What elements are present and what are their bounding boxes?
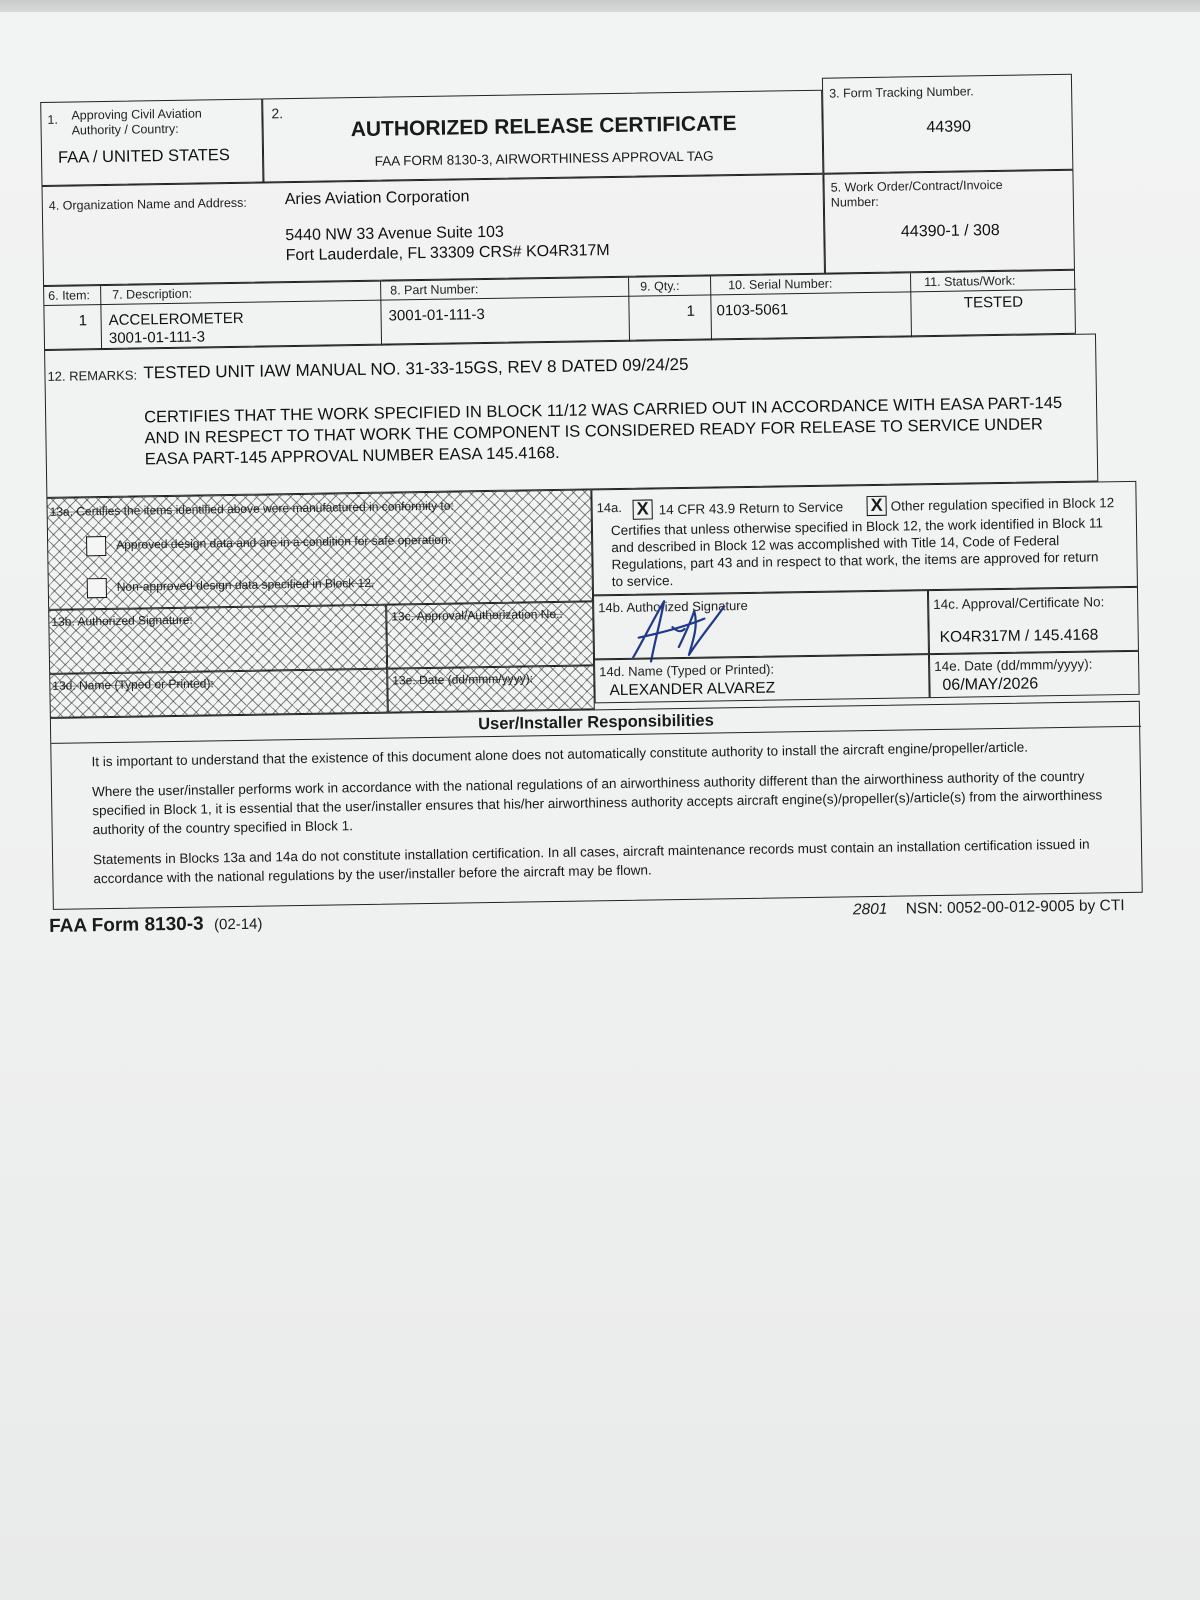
approval-date: 06/MAY/2026	[942, 675, 1039, 694]
block-14b	[593, 590, 929, 659]
block-13a-checkbox-non-approved	[87, 578, 107, 598]
block-4-label: 4. Organization Name and Address:	[48, 195, 247, 213]
block-13a-label: 13a. Certifies the items identified above were manufactured in conformity to:	[49, 498, 454, 519]
block-14d-label: 14d. Name (Typed or Printed):	[599, 661, 775, 680]
block-13e	[387, 665, 595, 712]
responsibilities-title: User/Installer Responsibilities	[51, 702, 1141, 744]
block-13a-option-approved: Approved design data and are in a condition for safe operation.	[116, 532, 452, 552]
row-serial-number: 0103-5061	[716, 301, 789, 320]
col-status-header: 11. Status/Work:	[924, 273, 1016, 290]
block-13d	[49, 669, 388, 718]
col-qty-header: 9. Qty.:	[640, 278, 680, 294]
option-14cfr-43-9: 14 CFR 43.9 Return to Service	[658, 499, 844, 518]
footer-nsn: NSN: 0052-00-012-9005 by CTI	[905, 897, 1125, 918]
block-3	[822, 74, 1073, 174]
authorized-name: ALEXANDER ALVAREZ	[609, 679, 776, 700]
responsibilities-paragraph-2: Where the user/installer performs work in accordance with the national regulations of an airworthiness authority different than the airworthiness authority of the country specified in Block 1, it is essential that the user/installer ensures that his/her airworthiness authority accepts aircraft engine(s)/propeller(s)/article(s) from the airworthiness authority of the country specified in Block 1.	[91, 768, 1103, 838]
footer-code: 2801	[852, 900, 888, 919]
checkbox-other-regulation[interactable]: X	[866, 496, 886, 516]
form-footer-left	[49, 913, 263, 938]
remarks-certification: CERTIFIES THAT THE WORK SPECIFIED IN BLOCK 11/12 WAS CARRIED OUT IN ACCORDANCE WITH EASA PART-145 AND IN RESPECT TO THAT WORK THE COMPONENT IS CONSIDERED READY FOR RELEASE TO SERVICE UNDER EASA PART-145 APPROVAL NUMBER EASA 145.4168.	[144, 393, 1063, 469]
block-13c	[386, 601, 594, 668]
block-14e	[929, 651, 1140, 698]
responsibilities-paragraph-3: Statements in Blocks 13a and 14a do not constitute installation certification. In all cases, aircraft maintenance records must contain an installation certification issued in accordance with the national regulations by the user/installer before the aircraft may be flown.	[92, 836, 1090, 887]
approval-certificate-number: KO4R317M / 145.4168	[939, 626, 1099, 646]
col-serial-header: 10. Serial Number:	[728, 276, 833, 293]
block-13a-option-non-approved: Non-approved design data specified in Block 12.	[116, 575, 375, 594]
block-12-label: 12. REMARKS:	[47, 367, 138, 384]
row-description-2: 3001-01-111-3	[108, 328, 206, 347]
faa-form-8130-3	[40, 72, 1171, 937]
block-13c-label: 13c. Approval/Authorization No.:	[391, 606, 563, 624]
block-12-remarks	[44, 333, 1098, 498]
responsibilities-paragraph-1: It is important to understand that the existence of this document alone does not automatically constitute authority to install the aircraft engine/propeller/article.	[91, 739, 1029, 770]
checkbox-14cfr-43-9[interactable]: X	[633, 499, 653, 519]
block-14a-text: Certifies that unless otherwise specified in Block 12, the work identified in Block 11 and described in Block 12 was accomplished with Title 14, Code of Federal Regulations, part 43 and in respect to that work, the items are approved for return to service.	[610, 515, 1104, 590]
option-other-regulation: Other regulation specified in Block 12	[890, 495, 1115, 514]
block-13d-label: 13d. Name (Typed or Printed):	[52, 676, 214, 693]
block-5-label: 5. Work Order/Contract/Invoice Number:	[830, 177, 1003, 210]
block-13a-checkbox-approved	[86, 536, 106, 556]
row-description-1: ACCELEROMETER	[108, 309, 244, 329]
row-part-number: 3001-01-111-3	[388, 306, 485, 325]
block-1-number: 1.	[47, 112, 59, 127]
block-13e-label: 13e. Date (dd/mmm/yyyy):	[392, 671, 534, 688]
remarks-line-1: TESTED UNIT IAW MANUAL NO. 31-33-15GS, REV 8 DATED 09/24/25	[143, 354, 689, 383]
col-part-number-header: 8. Part Number:	[390, 282, 479, 298]
block-13b	[48, 605, 387, 674]
block-13b-label: 13b. Authorized Signature:	[51, 612, 193, 629]
block-2	[262, 90, 823, 183]
form-tracking-number: 44390	[926, 118, 972, 137]
authority-country: FAA / UNITED STATES	[57, 146, 230, 167]
block-14c-label: 14c. Approval/Certificate No:	[933, 594, 1105, 613]
work-order-number: 44390-1 / 308	[900, 221, 1000, 241]
organization-address-1: 5440 NW 33 Avenue Suite 103	[285, 223, 504, 245]
row-item: 1	[78, 312, 88, 330]
form-subtitle: FAA FORM 8130-3, AIRWORTHINESS APPROVAL TAG	[374, 148, 714, 169]
block-14d	[594, 654, 930, 703]
organization-address-2: Fort Lauderdale, FL 33309 CRS# KO4R317M	[285, 242, 610, 265]
block-14b-label: 14b. Authorized Signature	[598, 597, 748, 616]
col-rule-4	[710, 276, 712, 340]
block-14a-number: 14a.	[596, 499, 623, 516]
row-status: TESTED	[963, 293, 1024, 312]
block-5	[823, 170, 1075, 274]
block-14c	[928, 587, 1139, 654]
paper-sheet	[0, 12, 1200, 1600]
col-rule-1	[100, 286, 102, 350]
row-qty: 1	[686, 302, 696, 320]
col-rule-2	[380, 282, 382, 346]
block-1-label: Approving Civil Aviation Authority / Country:	[71, 106, 202, 138]
form-footer-right	[853, 897, 1125, 919]
user-installer-responsibilities	[50, 701, 1143, 910]
block-3-label: 3. Form Tracking Number.	[829, 84, 974, 101]
block-13a	[46, 489, 593, 610]
col-rule-3	[628, 278, 630, 342]
block-14a	[591, 481, 1138, 596]
block-4	[42, 174, 825, 286]
col-description-header: 7. Description:	[112, 286, 193, 302]
footer-form-name: FAA Form 8130-3	[48, 913, 204, 937]
block-2-number: 2.	[271, 105, 284, 122]
footer-revision: (02-14)	[213, 915, 263, 934]
col-item-header: 6. Item:	[48, 288, 91, 303]
block-14e-label: 14e. Date (dd/mmm/yyyy):	[934, 656, 1093, 675]
organization-name: Aries Aviation Corporation	[284, 188, 470, 209]
block-1	[40, 99, 263, 186]
form-title: AUTHORIZED RELEASE CERTIFICATE	[350, 112, 737, 142]
